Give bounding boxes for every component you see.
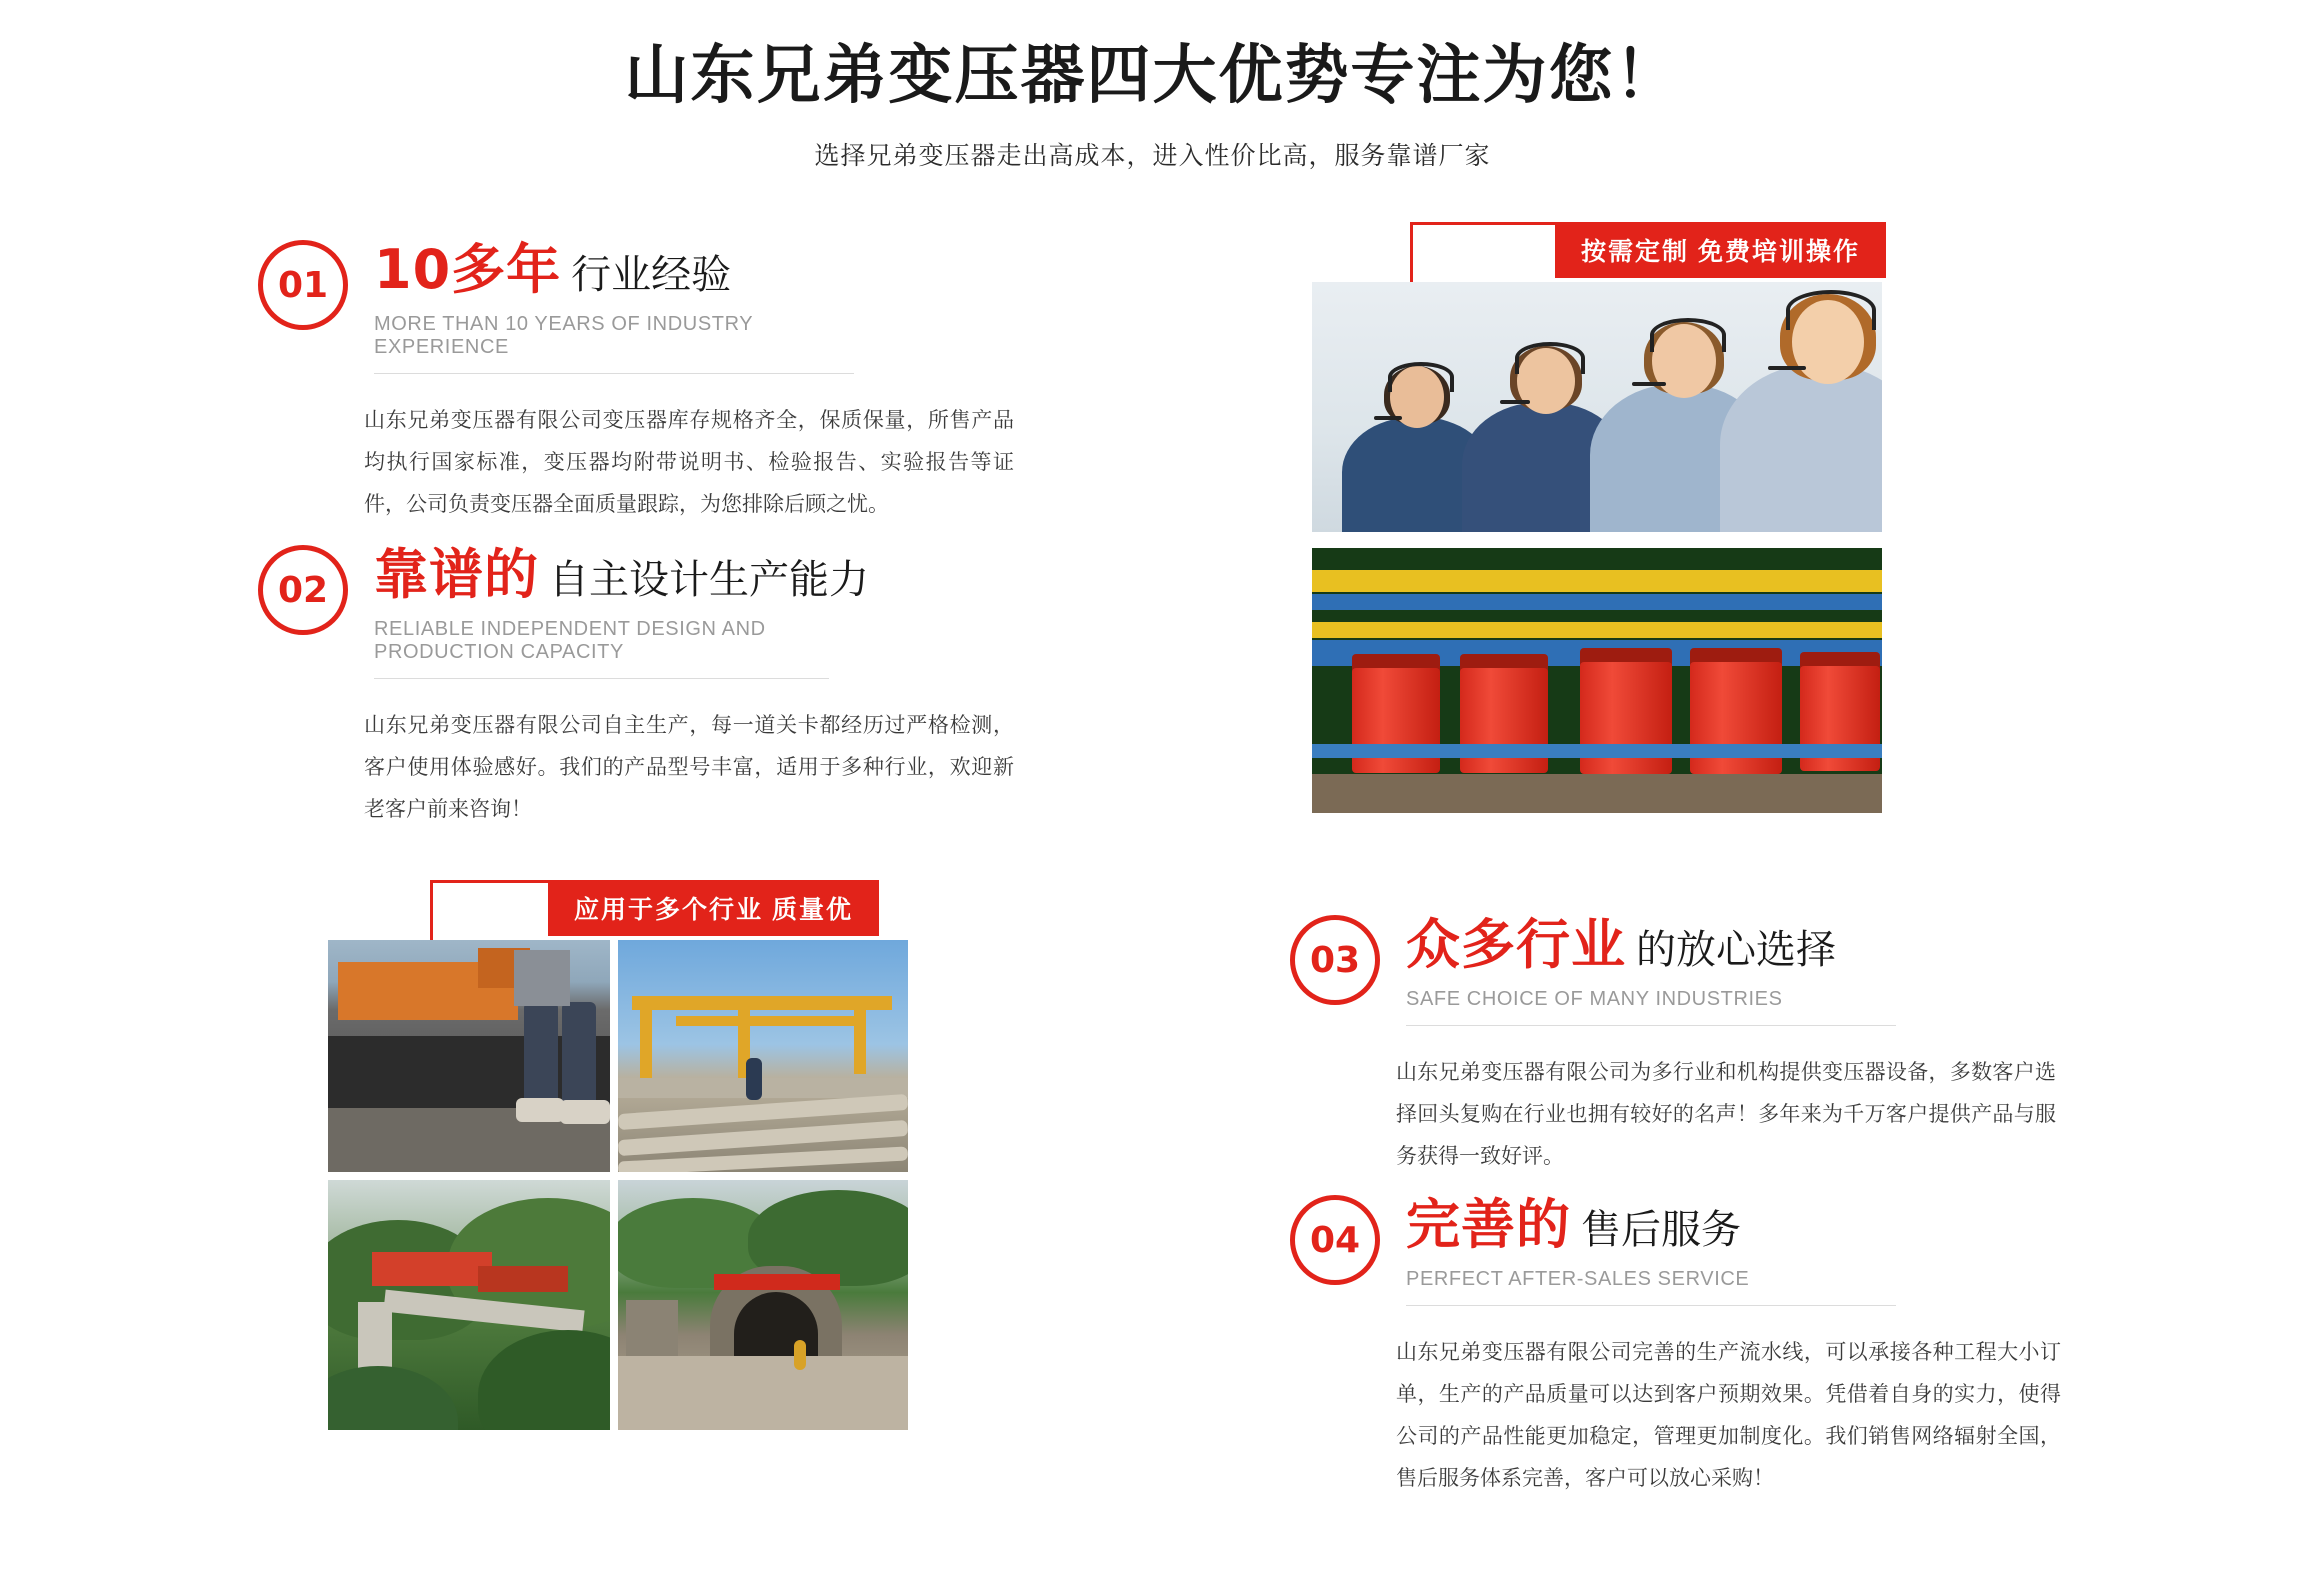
feature-02-title-en: RELIABLE INDEPENDENT DESIGN AND PRODUCTION CAPACITY (374, 618, 829, 679)
feature-01-title-en: MORE THAN 10 YEARS OF INDUSTRY EXPERIENCE (374, 313, 854, 374)
feature-04-body: 山东兄弟变压器有限公司完善的生产流水线，可以承接各种工程大小订单，生产的产品质量可以达到客户预期效果。凭借着自身的实力，使得公司的产品性能更加稳定，管理更加制度化。我们销售网络辐射全国，售后服务体系完善，客户可以放心采购！ (1396, 1340, 2061, 1490)
feature-02-number: 02 (258, 545, 348, 635)
feature-02-title-dark: 自主设计生产能力 (549, 558, 869, 602)
feature-03-title-dark: 的放心选择 (1636, 928, 1836, 972)
feature-02-head (258, 545, 958, 679)
feature-03-number: 03 (1290, 915, 1380, 1005)
feature-02-body: 山东兄弟变压器有限公司自主生产，每一道关卡都经历过严格检测，客户使用体验感好。我们的产品型号丰富，适用于多种行业，欢迎新老客户前来咨询！ (364, 713, 1014, 821)
page-title: 山东兄弟变压器四大优势专注为您！ (624, 39, 1681, 113)
feature-01-heading (374, 240, 854, 374)
ribbon-connector-bottom (430, 880, 553, 941)
feature-02-title-red: 靠谱的 (374, 543, 539, 606)
transformer-image (1312, 548, 1882, 813)
call-center-image (1312, 282, 1882, 532)
tunnel-image (618, 1180, 908, 1430)
feature-04-title-dark: 售后服务 (1581, 1208, 1741, 1252)
feature-03-title-red: 众多行业 (1406, 913, 1626, 976)
feature-03-head (1290, 915, 2010, 1026)
feature-01-body: 山东兄弟变压器有限公司变压器库存规格齐全，保质保量，所售产品均执行国家标准，变压器均附带说明书、检验报告、实验报告等证件，公司负责变压器全面质量跟踪，为您排除后顾之忧。 (364, 408, 1014, 516)
feature-03-heading (1406, 915, 1896, 1026)
feature-block-01 (258, 238, 1014, 526)
feature-04-title-red: 完善的 (1406, 1193, 1571, 1256)
ribbon-many-industries: 应用于多个行业 质量优 (548, 880, 879, 936)
feature-block-03 (1290, 913, 2056, 1178)
feature-04-title-en: PERFECT AFTER-SALES SERVICE (1406, 1268, 1896, 1306)
feature-block-04 (1290, 1193, 2061, 1500)
feature-03-title-en: SAFE CHOICE OF MANY INDUSTRIES (1406, 988, 1896, 1026)
ribbon-connector-top (1410, 222, 1561, 285)
feature-02-heading (374, 545, 869, 679)
road-paving-image (328, 940, 610, 1172)
feature-01-head (258, 240, 958, 374)
gantry-crane-image (618, 940, 908, 1172)
page-subtitle: 选择兄弟变压器走出高成本，进入性价比高，服务靠谱厂家 (814, 141, 1491, 170)
feature-04-number: 04 (1290, 1195, 1380, 1285)
feature-block-02 (258, 543, 1014, 831)
feature-01-title-red: 10多年 (374, 238, 562, 301)
feature-04-heading (1406, 1195, 1896, 1306)
mountain-bridge-image (328, 1180, 610, 1430)
page-header (0, 40, 2305, 172)
feature-01-title-dark: 行业经验 (571, 253, 732, 297)
feature-04-head (1290, 1195, 2010, 1306)
feature-01-number: 01 (258, 240, 348, 330)
ribbon-custom-training: 按需定制 免费培训操作 (1555, 222, 1886, 278)
feature-03-body: 山东兄弟变压器有限公司为多行业和机构提供变压器设备，多数客户选择回头复购在行业也拥有较好的名声！多年来为千万客户提供产品与服务获得一致好评。 (1396, 1060, 2056, 1168)
